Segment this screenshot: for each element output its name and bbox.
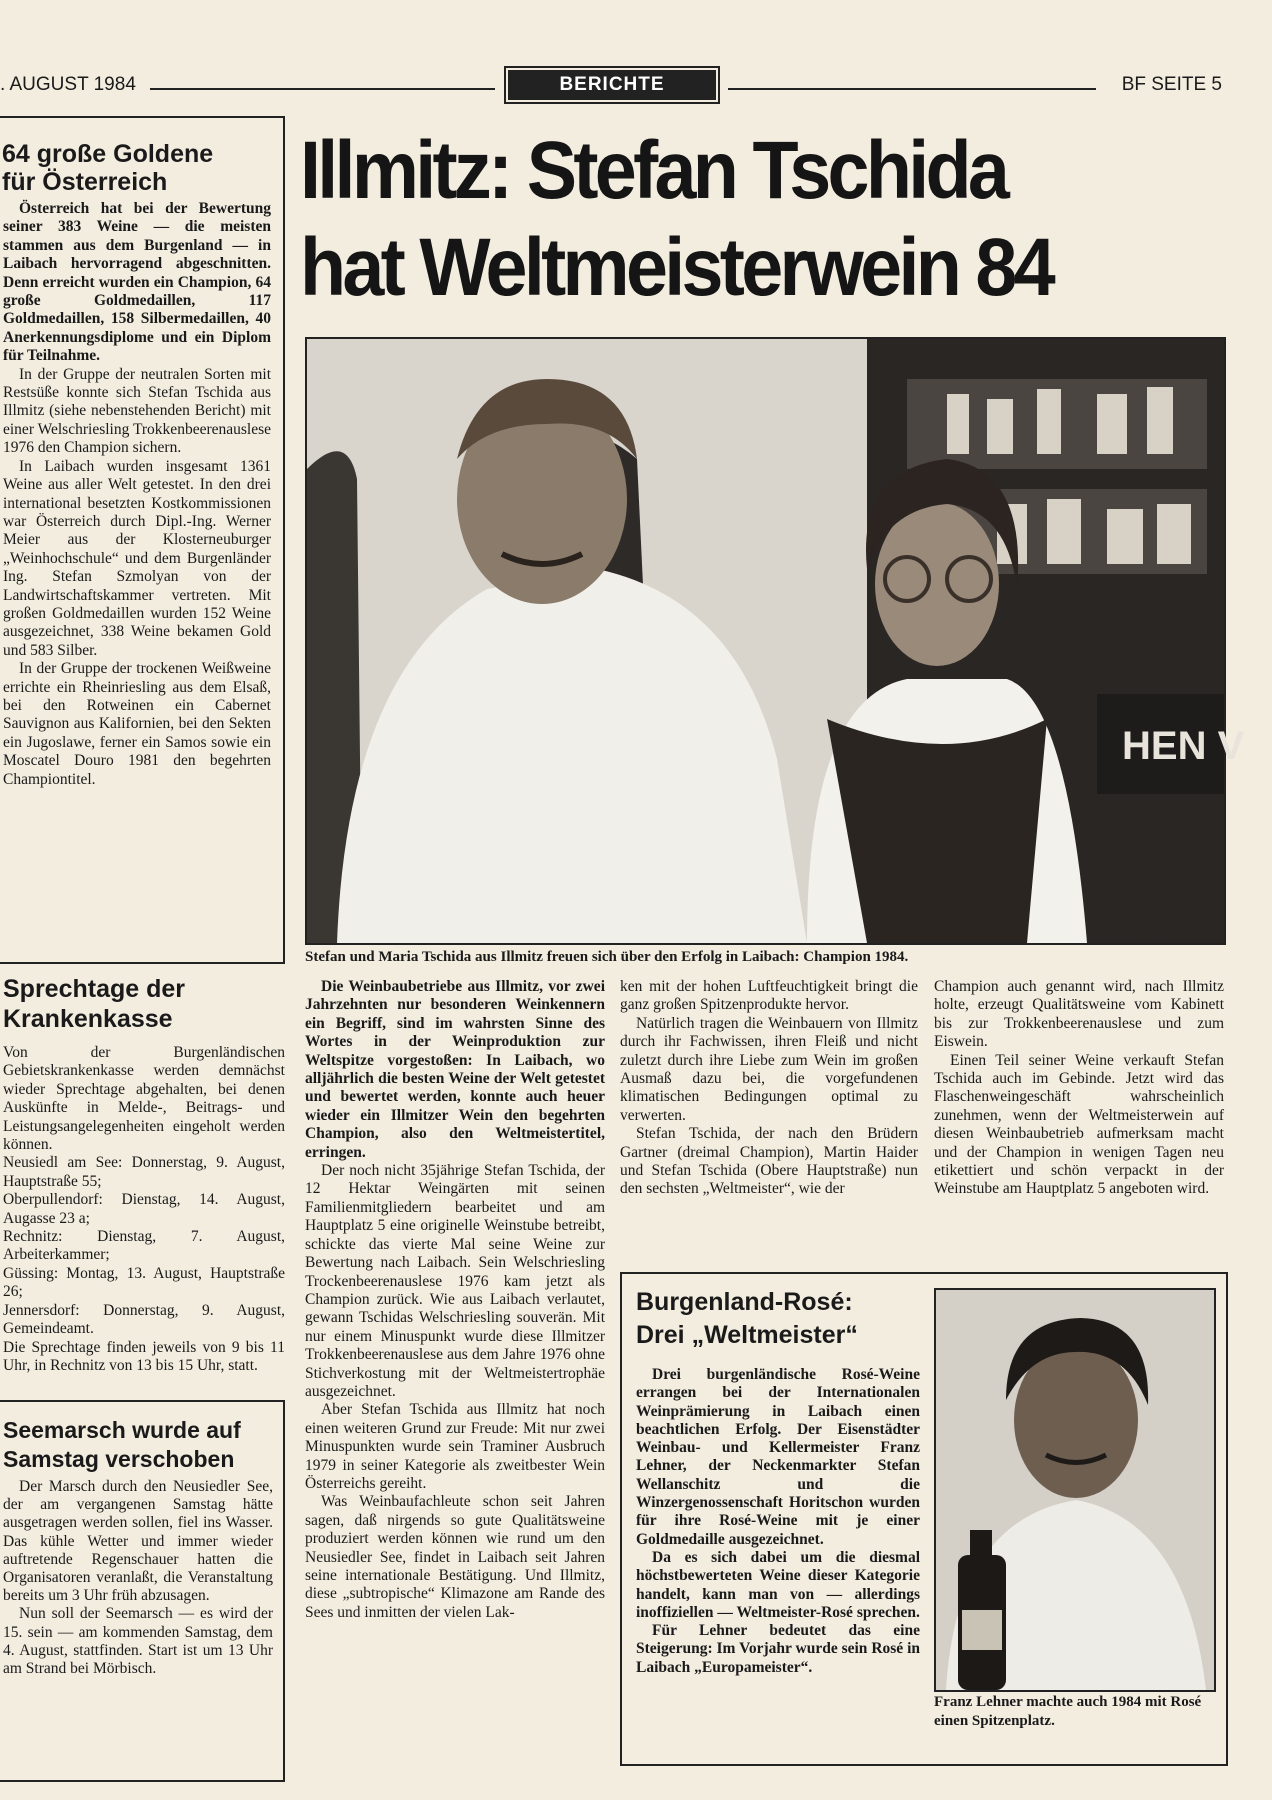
- rose-paragraph: Da es sich dabei um die diesmal höchstbewerteten Weine dieser Kategorie handelt, kann man von — allerdings inoffiziellen — Weltmeister-Rosé sprechen.: [636, 1548, 920, 1621]
- sidebar-gold-paragraph: In der Gruppe der trockenen Weißweine errichte ein Rheinriesling aus dem Elsaß, bei den Rotweinen ein Cabernet Sauvignon aus Kalifornien, bei den Sekten ein Jugoslawe, ferner ein Samos sowie ein Moscatel Douro 1981 den begehrten Championtitel.: [3, 660, 271, 788]
- sprechtage-item: Rechnitz: Dienstag, 7. August, Arbeiterkammer;: [3, 1228, 285, 1264]
- article-paragraph: Was Weinbaufachleute schon seit Jahren sagen, daß nirgends so gute Qualitätsweine produziert werden können wie rund um den Neusiedler See, findet in Laibach seit Jahren seine internationale Bestätigung. Und Illmitz, diese „subtropische“ Klimazone am Rande des Sees und inmitten der vielen Lak-: [305, 1493, 605, 1621]
- header-rule-right: [728, 88, 1096, 90]
- rose-title-line1: Burgenland-Rosé:: [636, 1288, 853, 1316]
- sidebar-gold-body: [3, 200, 271, 789]
- woman-face: [875, 502, 999, 666]
- sprechtage-item: Güssing: Montag, 13. August, Hauptstraße 26;: [3, 1264, 285, 1301]
- sprechtage-closing: Die Sprechtage finden jeweils von 9 bis 11 Uhr, in Rechnitz von 13 bis 15 Uhr, statt.: [3, 1338, 285, 1374]
- article-paragraph: Natürlich tragen die Weinbauern von Illmitz durch ihr Fachwissen, ihren Fleiß und nicht zuletzt durch ihre Liebe zum Wein im großen Ausmaß dazu bei, die vorgefundenen klimatischen Bedingungen optimal zu verwerten.: [620, 1014, 918, 1124]
- article-paragraph: Einen Teil seiner Weine verkauft Stefan Tschida auch im Gebinde. Jetzt wird das Flaschenweingeschäft wahrscheinlich zunehmen, wenn der Weltmeisterwein auf diesen Weinbaubetrieb aufmerksam macht und der Champion in wenigen Tagen neu etikettiert und schön verpackt in der Weinstube am Hauptplatz 5 angeboten wird.: [934, 1051, 1224, 1198]
- lehner-photo-caption: Franz Lehner machte auch 1984 mit Rosé einen Spitzenplatz.: [934, 1694, 1202, 1729]
- sprechtage-title-line1: Sprechtage der: [3, 975, 186, 1003]
- sidebar-gold-paragraph: In Laibach wurden insgesamt 1361 Weine aus aller Welt getestet. In den drei international besetzten Kostkommissionen war Österreich durch Dipl.-Ing. Werner Meier aus der Klosterneuburger „Weinhochschule“ und dem Burgenländer Ing. Stefan Szmolyan von der Landwirtschaftskammer vertreten. Mit großen Goldmedaillen wurden 152 Weine ausgezeichnet, 338 Weine bekamen Gold und 583 Silber.: [3, 457, 271, 659]
- rose-paragraph: Drei burgenländische Rosé-Weine errangen bei der Internationalen Weinprämierung in Laibach einen beachtlichen Erfolg. Der Eisenstädter Weinbau- und Kellermeister Franz Lehner, der Neckenmarkter Stefan Wellanschitz und die Winzergenossenschaft Horitschon wurden für ihre Rosé-Weine mit je einer Goldmedaille ausgezeichnet.: [636, 1366, 920, 1548]
- article-column-3: [934, 978, 1224, 1199]
- rose-paragraph: Für Lehner bedeutet das eine Steigerung: Im Vorjahr wurde sein Rosé in Laibach „Europameister“.: [636, 1622, 920, 1676]
- headline-line2: hat Weltmeisterwein 84: [300, 222, 1052, 313]
- article-paragraph: ken mit der hohen Luftfeuchtigkeit bringt die ganz großen Spitzenprodukte hervor.: [620, 978, 918, 1014]
- sprechtage-item: Oberpullendorf: Dienstag, 14. August, Augasse 23 a;: [3, 1191, 285, 1227]
- shop-sign-text-lower: AUS: [1137, 904, 1218, 946]
- sprechtage-lead: Von der Burgenländischen Gebietskrankenkasse werden demnächst wieder Sprechtage abgehalten, bei denen Auskünfte in Melde-, Beitrags- und Leistungsangelegenheiten eingeholt werden können.: [3, 1044, 285, 1154]
- sidebar-gold-title-line2: für Österreich: [2, 168, 168, 196]
- lehner-photo: [934, 1288, 1216, 1692]
- rose-title: [636, 1286, 926, 1352]
- seemarsch-body: [3, 1478, 273, 1678]
- seemarsch-title-line1: Seemarsch wurde auf: [3, 1417, 241, 1443]
- header-rule-left: [150, 88, 495, 90]
- sidebar-gold-title-line1: 64 große Goldene: [2, 140, 214, 168]
- main-photo: [305, 337, 1245, 946]
- sidebar-gold-box: [0, 116, 285, 964]
- seemarsch-title-line2: Samstag verschoben: [3, 1446, 235, 1472]
- article-paragraph: Champion auch genannt wird, nach Illmitz holte, erzeugt Qualitätsweine vom Kabinett bis zur Trokkenbeerenauslese und zum Eiswein.: [934, 978, 1224, 1051]
- article-paragraph: Der noch nicht 35jährige Stefan Tschida, der 12 Hektar Weingärten mit seinen Familienmitgliedern bearbeitet und am Hauptplatz 5 eine originelle Weinstube betreibt, schickte das vierte Mal seine Weine zur Bewertung nach Laibach. Sein Welschriesling Trockenbeerenauslese 1976 kam jetzt als Champion zurück. Wie aus Laibach verlautet, gewann Tschidas Welschriesling souverän. Mit nur einem Minuspunkt wurde diese Illmitzer Trokkenbeerenauslese aus dem Jahre 1976 ohne Stichverkostung mit der Weltmeistertrophäe ausgezeichnet.: [305, 1162, 605, 1400]
- page-number: BF SEITE 5: [1121, 74, 1222, 95]
- sprechtage-item: Neusiedl am See: Donnerstag, 9. August, Hauptstraße 55;: [3, 1154, 285, 1190]
- rose-title-line2: Drei „Weltmeister“: [636, 1321, 858, 1349]
- rose-body: [636, 1366, 920, 1677]
- seemarsch-title: [3, 1416, 278, 1474]
- article-column-2: [620, 978, 918, 1199]
- shop-sign-text: HEN V: [1122, 724, 1245, 768]
- main-photo-caption: Stefan und Maria Tschida aus Illmitz freuen sich über den Erfolg in Laibach: Champion 1984.: [305, 949, 909, 965]
- section-label: BERICHTE: [508, 70, 716, 100]
- article-paragraph: Stefan Tschida, der nach den Brüdern Gartner (dreimal Champion), Martin Haider und Stefan Tschida (Obere Hauptstraße) nun den sechsten „Weltmeister“, wie der: [620, 1125, 918, 1198]
- headline-line1: Illmitz: Stefan Tschida: [300, 125, 1007, 216]
- seemarsch-paragraph: Nun soll der Seemarsch — es wird der 15. sein — am kommenden Samstag, dem 4. August, stattfinden. Start ist um 13 Uhr am Strand bei Mörbisch.: [3, 1605, 273, 1678]
- sprechtage-item: Jennersdorf: Donnerstag, 9. August, Gemeindeamt.: [3, 1301, 285, 1338]
- sidebar-gold-paragraph: In der Gruppe der neutralen Sorten mit Restsüße konnte sich Stefan Tschida aus Illmitz (siehe nebenstehenden Bericht) mit einer Welschriesling Trokkenbeerenauslese 1976 den Champion sichern.: [3, 365, 271, 457]
- seemarsch-paragraph: Der Marsch durch den Neusiedler See, der am vergangenen Samstag hätte ausgetragen werden sollen, fiel ins Wasser. Das kühle Wetter und immer wieder auftretende Regenschauer hatten die Organisatoren veranlaßt, die Veranstaltung bereits um 3 Uhr früh abzusagen.: [3, 1478, 273, 1605]
- sprechtage-body: [3, 1044, 285, 1375]
- main-photo-illustration: [307, 339, 1245, 946]
- main-headline: [300, 122, 1146, 316]
- article-column-1: [305, 978, 605, 1622]
- seemarsch-box: [0, 1400, 285, 1782]
- article-paragraph: Aber Stefan Tschida aus Illmitz hat noch einen weiteren Grund zur Freude: Mit nur zwei Minuspunkten wurde sein Traminer Ausbruch 1979 in seiner Kategorie als zweitbester Wein Österreichs gereiht.: [305, 1401, 605, 1492]
- issue-date: . AUGUST 1984: [0, 74, 136, 95]
- sidebar-gold-lead: Österreich hat bei der Bewertung seiner 383 Weine — die meisten stammen aus dem Burgenland — in Laibach hervorragend abgeschnitten. Denn erreicht wurden ein Champion, 64 große Goldmedaillen, 117 Goldmedaillen, 158 Silbermedaillen, 40 Anerkennungsdiplome und ein Diplom für Teilnahme.: [3, 200, 271, 365]
- sidebar-gold-title: [2, 140, 277, 196]
- lehner-photo-illustration: [936, 1290, 1214, 1690]
- sprechtage-title: [3, 974, 278, 1034]
- sprechtage-title-line2: Krankenkasse: [3, 1005, 173, 1033]
- article-lead: Die Weinbaubetriebe aus Illmitz, vor zwei Jahrzehnten nur besonderen Weinkennern ein Begriff, sind im wahrsten Sinne des Wortes in der Weinproduktion zur Weltspitze vorgestoßen: In Laibach, wo alljährlich die besten Weine der Welt getestet und bewertet werden, konnte auch heuer wieder ein Illmitzer Wein den begehrten Champion, also den Weltmeistertitel, erringen.: [305, 978, 605, 1161]
